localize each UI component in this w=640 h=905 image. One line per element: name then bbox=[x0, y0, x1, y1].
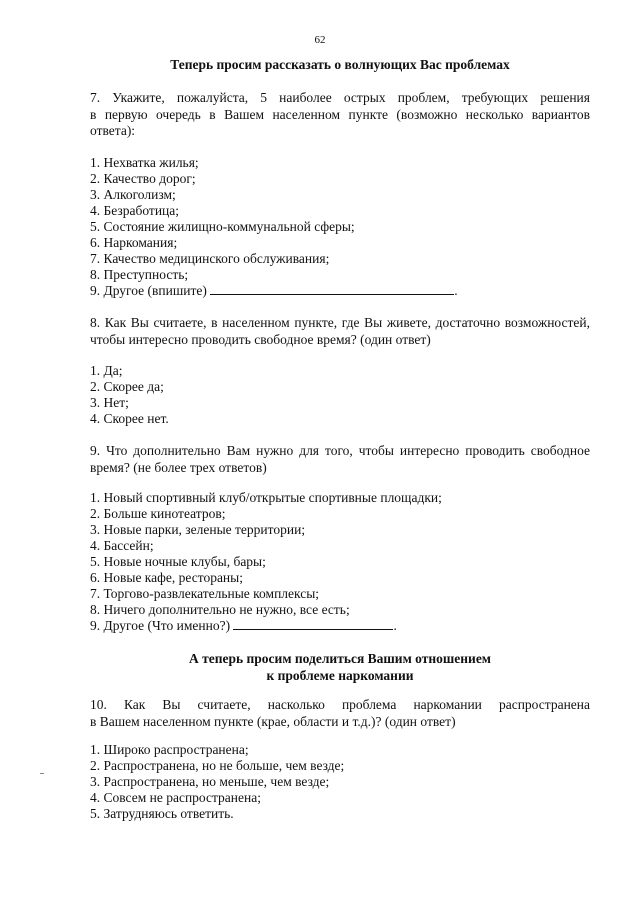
question-7-options bbox=[90, 155, 590, 299]
other-write-in-line[interactable] bbox=[233, 618, 393, 630]
answer-option[interactable]: 5. Новые ночные клубы, бары; bbox=[90, 554, 266, 569]
other-write-in-line[interactable] bbox=[210, 283, 454, 295]
other-label: 9. Другое (впишите) bbox=[90, 283, 207, 298]
section-heading-drug-problem bbox=[90, 650, 590, 684]
question-7-text-line: 7. Укажите, пожалуйста, 5 наиболее острых проблем, требующих решения bbox=[90, 90, 590, 105]
question-8-text-line: чтобы интересно проводить свободное время? (один ответ) bbox=[90, 331, 431, 347]
answer-option[interactable]: 8. Ничего дополнительно не нужно, все есть; bbox=[90, 602, 350, 617]
answer-option[interactable]: 5. Состояние жилищно-коммунальной сферы; bbox=[90, 219, 355, 234]
question-9-options bbox=[90, 490, 590, 634]
question-10-options bbox=[90, 742, 590, 822]
answer-option[interactable]: 8. Преступность; bbox=[90, 267, 189, 282]
answer-option[interactable]: 1. Широко распространена; bbox=[90, 742, 249, 757]
question-8-text-line: 8. Как Вы считаете, в населенном пункте, где Вы живете, достаточно возможностей, bbox=[90, 315, 590, 330]
answer-option[interactable]: 1. Да; bbox=[90, 363, 123, 378]
answer-option[interactable]: 6. Новые кафе, рестораны; bbox=[90, 570, 243, 585]
question-7 bbox=[90, 90, 590, 140]
answer-option[interactable]: 3. Алкоголизм; bbox=[90, 187, 176, 202]
answer-option[interactable]: 4. Скорее нет. bbox=[90, 411, 169, 426]
other-end-mark: . bbox=[454, 283, 458, 298]
answer-option-other[interactable] bbox=[90, 283, 590, 299]
other-end-mark: . bbox=[393, 618, 397, 633]
question-9 bbox=[90, 443, 590, 476]
answer-option[interactable]: 1. Новый спортивный клуб/открытые спортивные площадки; bbox=[90, 490, 442, 505]
answer-option[interactable]: 3. Новые парки, зеленые территории; bbox=[90, 522, 306, 537]
answer-option[interactable]: 2. Качество дорог; bbox=[90, 171, 196, 186]
answer-option-other[interactable] bbox=[90, 618, 590, 634]
question-8-options bbox=[90, 363, 590, 427]
answer-option[interactable]: 2. Распространена, но не больше, чем везде; bbox=[90, 758, 345, 773]
question-9-text-line: 9. Что дополнительно Вам нужно для того, чтобы интересно проводить свободное bbox=[90, 443, 590, 458]
scan-mark bbox=[40, 773, 44, 774]
section-heading-line: к проблеме наркомании bbox=[266, 668, 414, 683]
answer-option[interactable]: 4. Безработица; bbox=[90, 203, 180, 218]
question-7-text-line: ответа): bbox=[90, 123, 136, 138]
answer-option[interactable]: 4. Совсем не распространена; bbox=[90, 790, 261, 805]
answer-option[interactable]: 2. Скорее да; bbox=[90, 379, 164, 394]
question-10-text-line: 10. Как Вы считаете, насколько проблема наркомании распространена bbox=[90, 697, 590, 712]
answer-option[interactable]: 1. Нехватка жилья; bbox=[90, 155, 199, 170]
answer-option[interactable]: 3. Нет; bbox=[90, 395, 129, 410]
page-number: 62 bbox=[314, 34, 326, 46]
answer-option[interactable]: 5. Затрудняюсь ответить. bbox=[90, 806, 234, 821]
section-heading-line: А теперь просим поделиться Вашим отношением bbox=[188, 651, 492, 666]
question-10 bbox=[90, 697, 590, 730]
answer-option[interactable]: 7. Торгово-развлекательные комплексы; bbox=[90, 586, 320, 601]
answer-option[interactable]: 4. Бассейн; bbox=[90, 538, 154, 553]
question-10-text-line: в Вашем населенном пункте (крае, области и т.д.)? (один ответ) bbox=[90, 713, 456, 729]
other-label: 9. Другое (Что именно?) bbox=[90, 618, 231, 633]
answer-option[interactable]: 6. Наркомания; bbox=[90, 235, 178, 250]
answer-option[interactable]: 3. Распространена, но меньше, чем везде; bbox=[90, 774, 330, 789]
answer-option[interactable]: 2. Больше кинотеатров; bbox=[90, 506, 226, 521]
question-8 bbox=[90, 315, 590, 348]
question-7-text-line: в первую очередь в Вашем населенном пункте (возможно несколько вариантов bbox=[90, 106, 590, 122]
question-9-text-line: время? (не более трех ответов) bbox=[90, 459, 267, 475]
answer-option[interactable]: 7. Качество медицинского обслуживания; bbox=[90, 251, 330, 266]
section-heading-problems: Теперь просим рассказать о волнующих Вас проблемах bbox=[170, 57, 510, 72]
